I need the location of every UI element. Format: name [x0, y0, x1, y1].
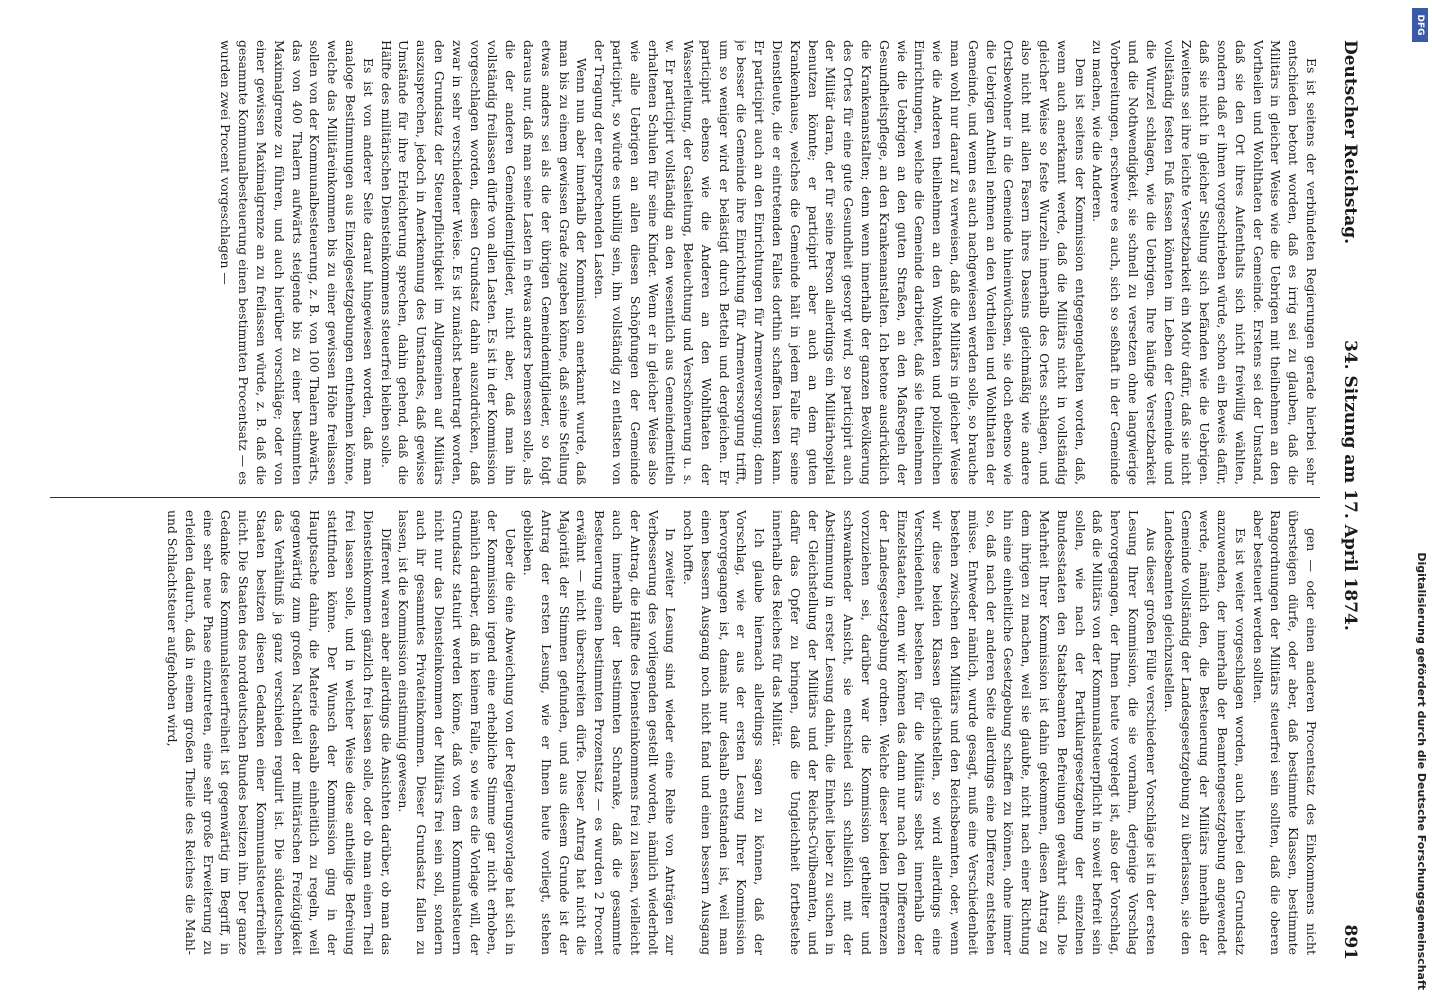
dfg-logo-text: DFG	[1415, 14, 1425, 36]
publication-title: Deutscher Reichstag.	[1340, 40, 1360, 245]
paragraph: Ich glaube hiernach allerdings sagen zu können, daß der Vorschlag, wie er aus der ersten Lesung Ihrer Kommission hervorgegangen ist, damals nur deshalb entstanden ist, weil man einen bessern Ausgang noch nicht fand und einen bessern Ausgang noch hoffte.	[681, 510, 768, 955]
running-header	[1334, 40, 1360, 960]
paragraph: gen — oder einen anderen Procentsatz des Einkommens nicht übersteigen dürfe, oder aber, daß bestimmte Klassen, bestimmte Rangordnungen der Militärs steuerfrei sein sollten, daß die oberen aber besteuert werden sollten.	[1250, 510, 1319, 955]
paragraph: Ueber die eine Abweichung von der Regierungsvorlage hat sich in der Kommission irgend eine erhebliche Stimme gar nicht erhoben, nämlich darüber, daß in keinem Falle, so wie es die Vorlage will, der Grundsatz statuirt werden könne, daß von dem Kommunalsteuern nicht nur das Diensteinkommen der Militärs frei sein soll, sondern auch ihr gesammtes Privateinkommen. Dieser Grundsatz fallen zu lassen, ist die Kommission einstimmig gewesen.	[396, 510, 519, 955]
left-text-column	[50, 40, 1320, 485]
digitization-note-strip	[1408, 10, 1428, 990]
paragraph: Aus dieser großen Fülle verschiedener Vorschläge ist in der ersten Lesung Ihrer Kommission, die sie vornahm, derjenige Vorschlag hervorgegangen, der Ihnen heute vorgelegt ist, also der Vorschlag, daß die Militärs von der Kommunalsteuerpflicht in soweit befreit sein sollen, wie nach der Partikulargesetzgebung der einzelnen Bundesstaaten den Staatsbeamten Befreiungen gewährt sind. Die Mehrheit Ihrer Kommission ist dahin gekommen, diesen Antrag zu dem ihrigen zu machen, weil sie glaubte, nicht nach einer Richtung hin eine einheitliche Gesetzgebung schaffen zu können, ohne immer so, daß nach der anderen Seite allerdings eine Differenz entstehen müsse. Entweder nämlich, wurde gesagt, muß eine Verschiedenheit bestehen zwischen den Militärs und den Reichsbeamten, oder, wenn wir diese beiden Klassen gleichstellen, so wird allerdings eine Verschiedenheit bestehen für die Militärs selbst innerhalb der Einzelstaaten, denn wir können das dann nur nach den Differenzen der Landesgesetzgebung ordnen. Welche dieser beiden Differenzen vorzuziehen sei, darüber war die Kommission getheilter und schwankender Ansicht, sie entschied sich schließlich mit der Abstimmung in erster Lesung dahin, die Einheit lieber zu suchen in der Gleichstellung der Militärs und der Reichs-Civilbeamten, und dafür das Opfer zu bringen, daß die Ungleichheit fortbestehe innerhalb des Reiches für das Militär.	[770, 510, 1159, 955]
rotated-print-page	[10, 0, 1400, 1000]
paragraph: Different waren aber allerdings die Ansichten darüber, ob man das Diensteinkommen gänzlich frei lassen solle, oder ob man einen Theil frei lassen solle, und in welcher Weise diese antheilige Befreiung stattfinden könne. Der Wunsch der Kommission ging in der Hauptsache dahin, die Materie deshalb einheitlich zu regeln, weil gegenwärtig zum großen Nachtheil der militärischen Freizügigkeit das Verhältniß ja ganz verschieden regulirt ist. Die süddeutschen Staaten besitzen diesen Gedanken einer Kommunalsteuerfreiheit nicht. Die Staaten des norddeutschen Bundes besitzen ihn. Der ganze Gedanke des Kommunalsteuerfreiheit ist gegenwärtig im Begriff, in eine sehr neue Phase einzutreten, eine sehr große Erweiterung zu erleiden dadurch, daß in einem großen Theile des Reiches die Mahl- und Schlachtsteuer aufgehoben wird,	[165, 510, 394, 955]
dfg-logo-icon	[1412, 8, 1428, 42]
paragraph: Es ist weiter vorgeschlagen worden, auch hierbei den Grundsatz anzuwenden, der innerhalb der Beamtengesetzgebung angewendet werde, nämlich den, die Besteuerung der Militärs innerhalb der Gemeinde vollständig der Landesgesetzgebung zu überlassen, sie den Landesbeamten gleichzustellen.	[1161, 510, 1248, 955]
paragraph: In zweiter Lesung sind wieder eine Reihe von Anträgen zur Verbesserung des vorliegenden gestellt worden, nämlich wiederholt der Antrag, die Hälfte des Diensteinkommens frei zu lassen, vielleicht auch innerhalb der bestimmten Schranke, daß die gesammte Besteuerung einen bestimmten Prozentsatz — es wurden 2 Procent erwähnt — nicht überschreiten dürfe. Dieser Antrag hat nicht die Majorität der Stimmen gefunden, und aus diesem Grunde ist der Antrag der ersten Lesung, wie er Ihnen heute vorliegt, stehen geblieben.	[520, 510, 679, 955]
paragraph: Es ist von anderer Seite darauf hingewiesen worden, daß man analoge Bestimmungen aus Einzelgesetzgebungen entnehmen könne, welche das Militäreinkommen bis zu einer gewissen Höhe freilassen sollen von der Kommunalbesteuerung, z. B. von 100 Thalern abwärts, das von 400 Thalern aufwärts steigende bis zu einer bestimmten Maximalgrenze zu führen, und auch hierüber vorschläge; oder von einer gewissen Maximalgrenze an zu freilassen würde, z. B. daß die gesammte Kommunalbesteuerung einen bestimmten Procentsatz — es wurden zwei Procent vorgeschlagen —	[218, 40, 376, 485]
paragraph: Wenn nun aber innerhalb der Kommission anerkannt wurde, daß man bis zu einem gewissen Grade zugeben könne, daß seine Stellung etwas anders sei als die der übrigen Gemeindemitglieder, so folgt daraus nur, daß man seine Lasten in etwas anders bemessen solle, als die der anderen Gemeindemitglieder, nicht aber, daß man ihn vollständig freilassen dürfe von allen Lasten. Es ist in der Kommission vorgeschlagen worden, diesen Grundsatz dahin auszudrücken, daß zwar in sehr verschiedener Weise. Es ist zunächst beantragt worden, den Grundsatz der Steuerpflichtigkeit im Allgemeinen auf Militärs auszusprechen, jedoch in Anerkennung des Umstandes, daß gewisse Umstände für ihre Erleichterung sprechen, dahin gehend, daß die Hälfte des militärischen Diensteinkommens steuerfrei bleiben solle.	[378, 40, 590, 485]
paragraph: Dem ist seitens der Kommission entgegengehalten worden, daß, wenn auch anerkannt werde, daß die Militärs nicht in vollständig gleicher Weise so feste Wurzeln innerhalb des Ortes schlagen, und also nicht mit allen Fasern ihres Daseins gleichmäßig wie andere Ortsbewohner in die Gemeinde hineinwüchsen, sie doch ebenso wie die Uebrigen Antheil nehmen an den Vortheilen und Wohlthaten der Gemeinde, und wenn es auch nachgewiesen werden solle, so brauche man wohl nur darauf zu verweisen, daß die Militärs in gleicher Weise wie die Anderen theilnehmen an den Wohlthaten und polizeilichen Einrichtungen, welche die Gemeinde darbietet, daß sie theilnehmen wie die Uebrigen an den guten Straßen, an den Maßregeln der Gesundheitspflege, an den Krankenanstalten. Ich betone ausdrücklich die Krankenanstalten; denn wenn innerhalb der ganzen Bevölkerung des Ortes für eine gute Gesundheit gesorgt wird, so participirt auch der Militär daran, der für seine Person allerdings ein Militärhospital benutzen könnte; er participirt aber auch an dem guten Krankenhause, welches die Gemeinde hält in jedem Falle für seine Dienstleute, die er eintretenden Falles dorthin schaffen lassen kann. Er participirt auch an den Einrichtungen für Armenversorgung; denn je besser die Gemeinde ihre Einrichtung für Armenversorgung trifft, um so weniger wird er belästigt durch Betteln und dergleichen. Er participirt ebenso wie die Anderen an den Wohlthaten der Wasserleitung, der Gasleitung, Beleuchtung und Verschönerung u. s. w. Er participirt vollständig an den wesentlich aus Gemeindemitteln erhaltenen Schulen für seine Kinder. Wenn er in gleicher Weise also wie alle Uebrigen an allen diesen Schöpfungen der Gemeinde participirt, so würde es unbillig sein, ihn vollständig zu entlasten von der Tragung der entsprechenden Lasten.	[592, 40, 1088, 485]
right-text-column	[50, 510, 1320, 955]
column-divider	[50, 497, 1320, 498]
page-number: 891	[1340, 924, 1360, 960]
digitization-note: Digitalisierung gefördert durch die Deutsche Forschungsgemeinschaft	[1415, 552, 1428, 990]
paragraph: Es ist seitens der verbündeten Regierungen gerade hierbei sehr entschieden betont worden, daß es irrig sei zu glauben, daß die Militärs in gleicher Weise wie die Uebrigen mit theilnehmen an den Vortheilen und Wohlthaten der Gemeinde. Erstens sei der Umstand, daß sie den Ort ihres Aufenthalts sich nicht freiwillig wählten, sondern daß er ihnen vorgeschrieben würde, schon ein Beweis dafür, daß sie nicht in gleicher Stellung sich befänden wie die Uebrigen. Zweitens sei ihre leichte Versetzbarkeit ein Motiv dafür, daß sie nicht vollständig festen Fuß fassen könnten im Leben der Gemeinde und die Wurzel schlagen, wie die Uebrigen. Ihre häufige Versetzbarkeit und die Nothwendigkeit, sie schnell zu versetzen ohne langwierige Vorbereitungen, erschwere es auch, sich so seßhaft in der Gemeinde zu machen, wie die Anderen.	[1090, 40, 1319, 485]
session-title: 34. Sitzung am 17. April 1874.	[1340, 340, 1360, 631]
